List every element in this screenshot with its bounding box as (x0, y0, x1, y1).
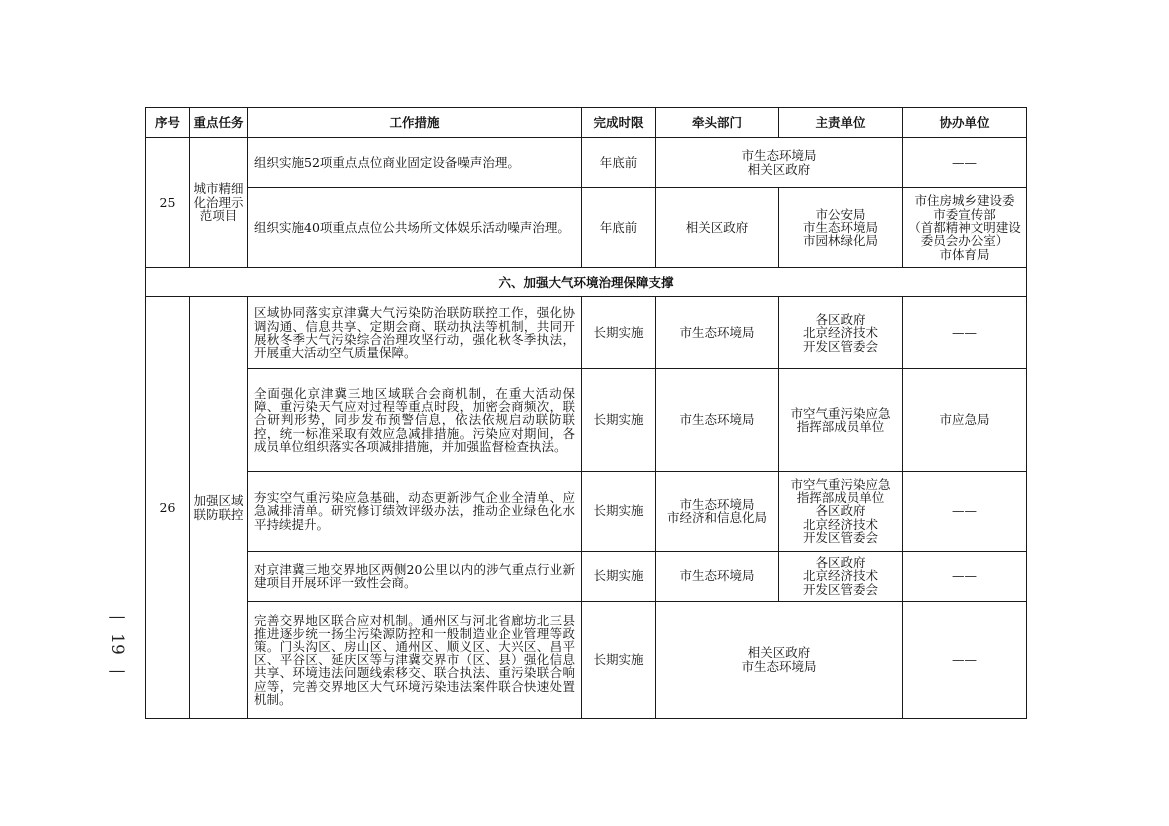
deadline-cell: 长期实施 (582, 601, 656, 718)
table-row (146, 297, 1027, 369)
lead-dept-cell: 相关区政府 (656, 188, 779, 268)
page-number-value: 19 (107, 633, 127, 655)
deadline-cell: 长期实施 (582, 551, 656, 601)
lead-dept-cell: 市生态环境局 (656, 297, 779, 369)
seq-cell: 26 (146, 297, 190, 719)
table-row (146, 601, 1027, 718)
lead-dept-cell: 市生态环境局 (656, 551, 779, 601)
measure-cell: 区域协同落实京津冀大气污染防治联防联控工作，强化协调沟通、信息共享、定期会商、联动执法等机制，共同开展秋冬季大气污染综合治理攻坚行动，强化秋冬季执法，开展重大活动空气质量保障。 (248, 297, 582, 369)
table-row (146, 188, 1027, 268)
table-row (146, 138, 1027, 188)
work-measures-table (145, 107, 1027, 719)
key-task-cell: 城市精细化治理示范项目 (190, 138, 248, 268)
deadline-cell: 长期实施 (582, 471, 656, 551)
measure-cell: 对京津冀三地交界地区两侧20公里以内的涉气重点行业新建项目开展环评一致性会商。 (248, 551, 582, 601)
table-row (146, 471, 1027, 551)
assist-unit-cell: —— (903, 471, 1027, 551)
key-task-cell: 加强区域联防联控 (190, 297, 248, 719)
section-title: 六、加强大气环境治理保障支撑 (146, 268, 1027, 297)
lead-dept-cell: 市生态环境局 (656, 369, 779, 471)
deadline-cell: 年底前 (582, 188, 656, 268)
main-unit-cell: 市公安局 市生态环境局 市园林绿化局 (779, 188, 903, 268)
measure-cell: 完善交界地区联合应对机制。通州区与河北省廊坊北三县推进逐步统一扬尘污染源防控和一般制造业企业管理等政策。门头沟区、房山区、通州区、顺义区、大兴区、昌平区、平谷区、延庆区等与津冀交界市（区、县）强化信息共享、环境违法问题线索移交、联合执法、重污染联合响应等，完善交界地区大气环境污染违法案件联合快速处置机制。 (248, 601, 582, 718)
assist-unit-cell: 市应急局 (903, 369, 1027, 471)
page-number-dash-bottom: — (108, 661, 126, 681)
lead-dept-cell: 市生态环境局 市经济和信息化局 (656, 471, 779, 551)
header-deadline: 完成时限 (582, 108, 656, 138)
main-unit-cell: 各区政府 北京经济技术 开发区管委会 (779, 551, 903, 601)
assist-unit-cell: —— (903, 297, 1027, 369)
page-number-dash-top: — (108, 607, 126, 627)
section-row (146, 268, 1027, 297)
header-assist-unit: 协办单位 (903, 108, 1027, 138)
deadline-cell: 长期实施 (582, 369, 656, 471)
measure-cell: 组织实施40项重点点位公共场所文体娱乐活动噪声治理。 (248, 188, 582, 268)
main-unit-cell: 各区政府 北京经济技术 开发区管委会 (779, 297, 903, 369)
table-row (146, 551, 1027, 601)
measure-cell: 组织实施52项重点点位商业固定设备噪声治理。 (248, 138, 582, 188)
header-seq: 序号 (146, 108, 190, 138)
deadline-cell: 年底前 (582, 138, 656, 188)
deadline-cell: 长期实施 (582, 297, 656, 369)
table-row (146, 369, 1027, 471)
measure-cell: 全面强化京津冀三地区域联合会商机制，在重大活动保障、重污染天气应对过程等重点时段，加密会商频次，联合研判形势，同步发布预警信息，依法依规启动联防联控，统一标准采取有效应急减排措施。污染应对期间，各成员单位组织落实各项减排措施，并加强监督检查执法。 (248, 369, 582, 471)
assist-unit-cell: 市住房城乡建设委 市委宣传部 （首都精神文明建设委员会办公室） 市体育局 (903, 188, 1027, 268)
lead-main-merged-cell: 相关区政府 市生态环境局 (656, 601, 903, 718)
assist-unit-cell: —— (903, 601, 1027, 718)
header-main-unit: 主责单位 (779, 108, 903, 138)
header-lead-dept: 牵头部门 (656, 108, 779, 138)
page-number (103, 605, 131, 683)
main-unit-cell: 市空气重污染应急 指挥部成员单位 各区政府 北京经济技术 开发区管委会 (779, 471, 903, 551)
header-key-task: 重点任务 (190, 108, 248, 138)
assist-unit-cell: —— (903, 138, 1027, 188)
table-header-row (146, 108, 1027, 138)
main-unit-cell: 市空气重污染应急 指挥部成员单位 (779, 369, 903, 471)
measure-cell: 夯实空气重污染应急基础，动态更新涉气企业全清单、应急减排清单。研究修订绩效评级办法，推动企业绿色化水平持续提升。 (248, 471, 582, 551)
seq-cell: 25 (146, 138, 190, 268)
assist-unit-cell: —— (903, 551, 1027, 601)
header-measure: 工作措施 (248, 108, 582, 138)
lead-main-merged-cell: 市生态环境局 相关区政府 (656, 138, 903, 188)
